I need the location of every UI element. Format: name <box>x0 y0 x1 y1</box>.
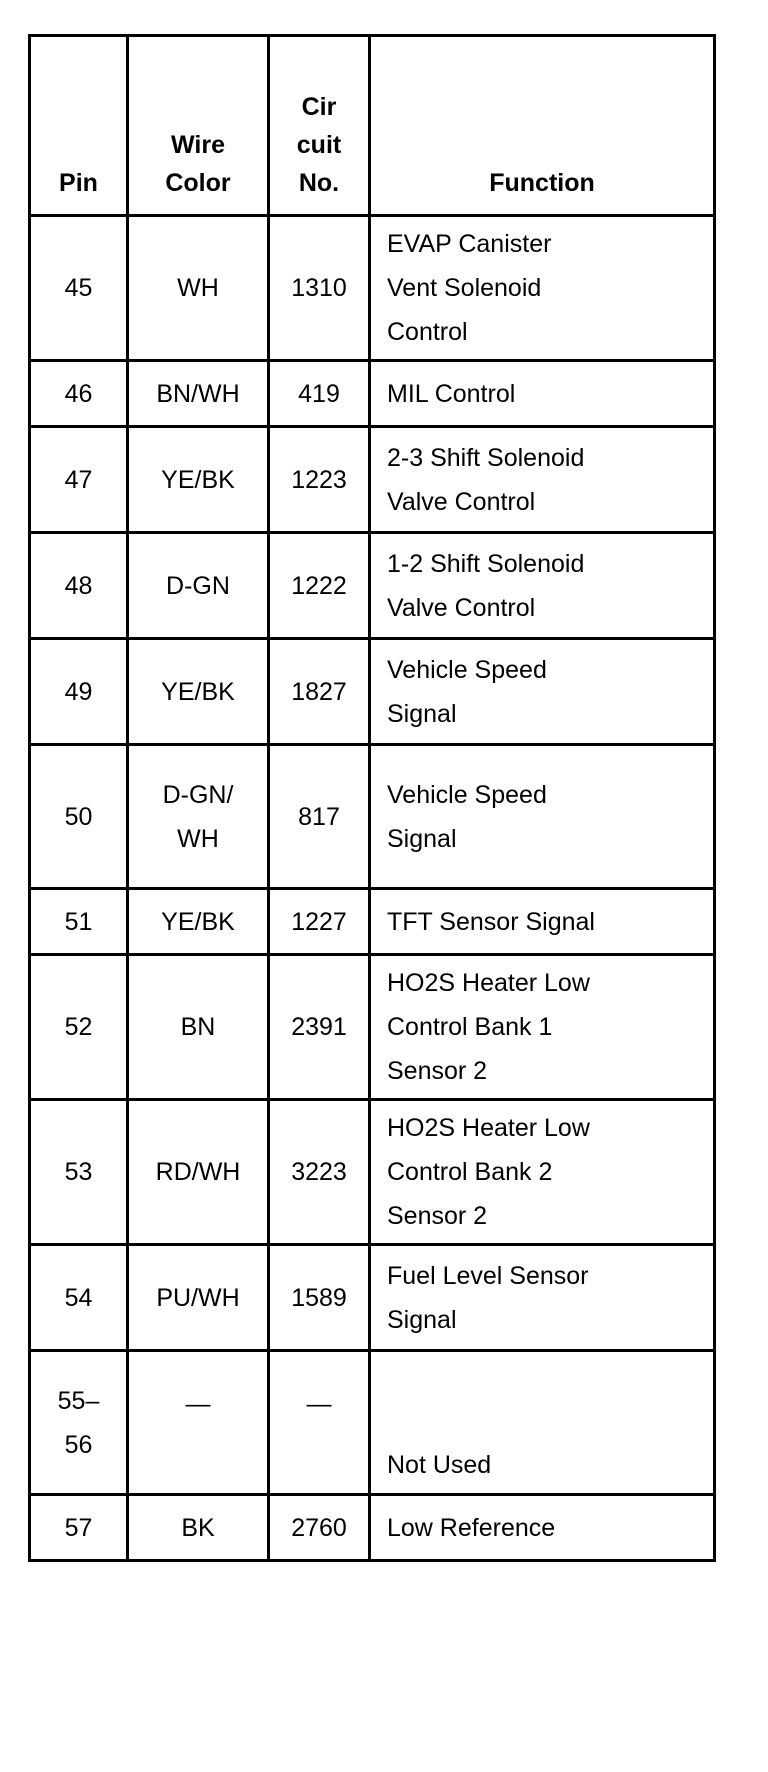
wire-color-cell: BN <box>128 955 269 1100</box>
table-header <box>30 36 715 216</box>
function-cell: Low Reference <box>370 1495 715 1561</box>
header-circuit-no: Cir cuit No. <box>269 36 370 216</box>
pin-cell: 50 <box>30 745 128 889</box>
pin-cell: 49 <box>30 639 128 745</box>
table-row <box>30 745 715 889</box>
pin-cell: 51 <box>30 889 128 955</box>
table-row <box>30 1351 715 1495</box>
wire-color-cell: — <box>128 1351 269 1495</box>
function-cell: HO2S Heater Low Control Bank 2 Sensor 2 <box>370 1100 715 1245</box>
wire-color-cell: BN/WH <box>128 361 269 427</box>
pin-cell: 46 <box>30 361 128 427</box>
function-cell: Vehicle Speed Signal <box>370 639 715 745</box>
function-cell: 2-3 Shift Solenoid Valve Control <box>370 427 715 533</box>
wire-color-cell: YE/BK <box>128 427 269 533</box>
wire-color-cell: YE/BK <box>128 889 269 955</box>
wire-color-cell: D-GN/ WH <box>128 745 269 889</box>
pin-cell: 47 <box>30 427 128 533</box>
header-function: Function <box>370 36 715 216</box>
wire-color-cell: YE/BK <box>128 639 269 745</box>
table-row <box>30 1100 715 1245</box>
header-wire-color: Wire Color <box>128 36 269 216</box>
circuit-cell: 2391 <box>269 955 370 1100</box>
table-row <box>30 361 715 427</box>
circuit-cell: 1227 <box>269 889 370 955</box>
circuit-cell: 3223 <box>269 1100 370 1245</box>
circuit-cell: 817 <box>269 745 370 889</box>
circuit-cell: 1589 <box>269 1245 370 1351</box>
circuit-cell: — <box>269 1351 370 1495</box>
wire-color-cell: BK <box>128 1495 269 1561</box>
header-row <box>30 36 715 216</box>
wire-color-cell: D-GN <box>128 533 269 639</box>
function-cell: TFT Sensor Signal <box>370 889 715 955</box>
pin-cell: 57 <box>30 1495 128 1561</box>
function-cell: Not Used <box>370 1351 715 1495</box>
wire-color-cell: WH <box>128 216 269 361</box>
header-pin: Pin <box>30 36 128 216</box>
circuit-cell: 2760 <box>269 1495 370 1561</box>
pin-cell: 52 <box>30 955 128 1100</box>
function-cell: MIL Control <box>370 361 715 427</box>
table-row <box>30 1495 715 1561</box>
pin-cell: 53 <box>30 1100 128 1245</box>
circuit-cell: 1222 <box>269 533 370 639</box>
pin-cell: 48 <box>30 533 128 639</box>
table-body <box>30 216 715 1561</box>
circuit-cell: 419 <box>269 361 370 427</box>
function-cell: Fuel Level Sensor Signal <box>370 1245 715 1351</box>
table-row <box>30 1245 715 1351</box>
table-row <box>30 889 715 955</box>
circuit-cell: 1223 <box>269 427 370 533</box>
table-row <box>30 955 715 1100</box>
function-cell: EVAP Canister Vent Solenoid Control <box>370 216 715 361</box>
function-cell: Vehicle Speed Signal <box>370 745 715 889</box>
wire-color-cell: RD/WH <box>128 1100 269 1245</box>
pin-cell: 55– 56 <box>30 1351 128 1495</box>
pin-cell: 54 <box>30 1245 128 1351</box>
pin-function-table <box>28 34 716 1562</box>
function-cell: 1-2 Shift Solenoid Valve Control <box>370 533 715 639</box>
table-row <box>30 533 715 639</box>
table-row <box>30 639 715 745</box>
circuit-cell: 1310 <box>269 216 370 361</box>
table-row <box>30 427 715 533</box>
table-row <box>30 216 715 361</box>
circuit-cell: 1827 <box>269 639 370 745</box>
wire-color-cell: PU/WH <box>128 1245 269 1351</box>
pin-cell: 45 <box>30 216 128 361</box>
function-cell: HO2S Heater Low Control Bank 1 Sensor 2 <box>370 955 715 1100</box>
